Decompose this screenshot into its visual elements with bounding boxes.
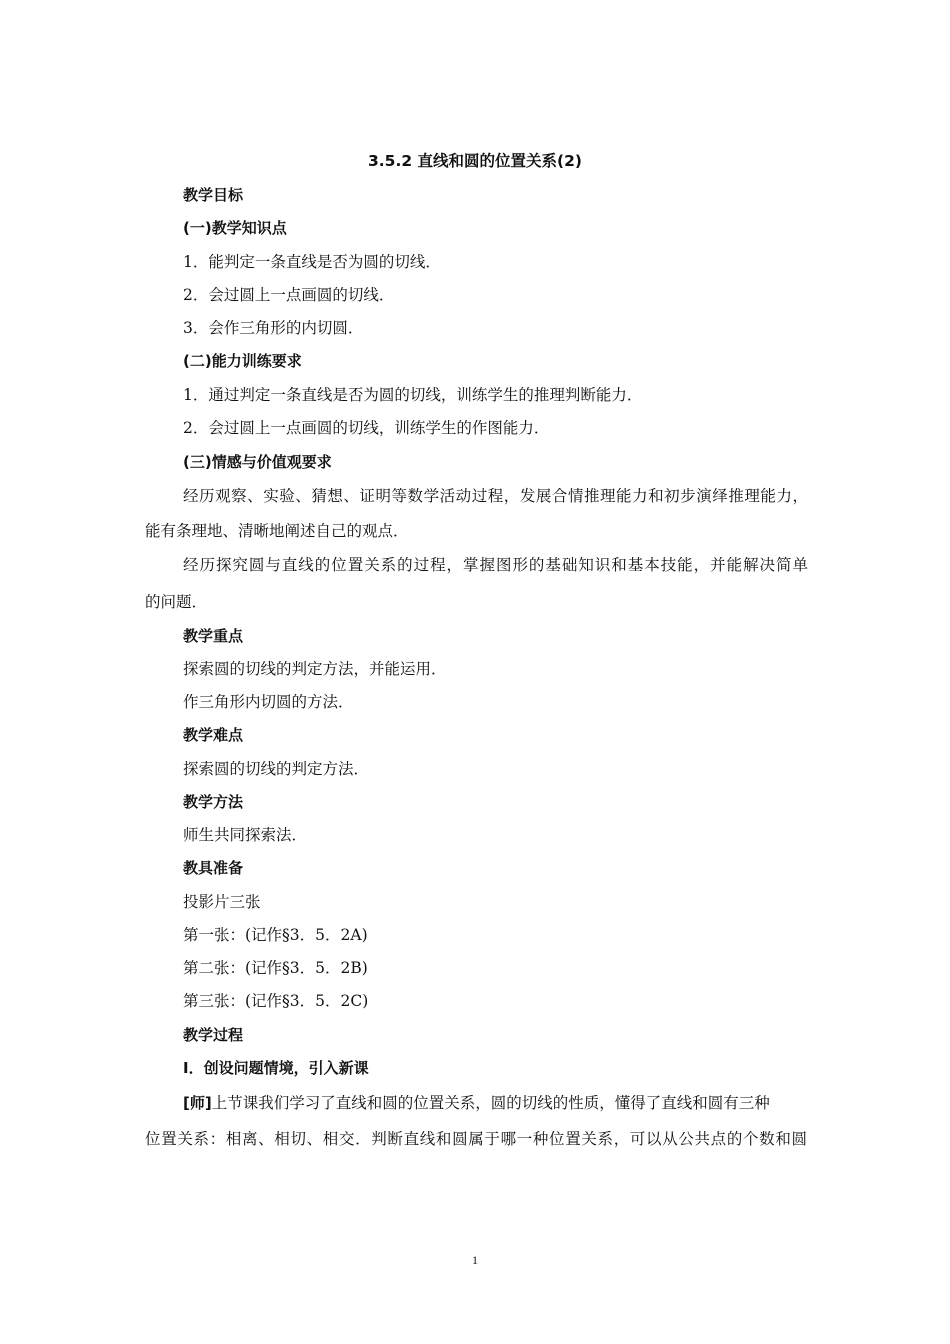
paragraph-line: 经历探究圆与直线的位置关系的过程，掌握图形的基础知识和基本技能，并能解决简单 [183,556,808,574]
heading-teaching-process: 教学过程 [183,1026,244,1044]
list-item: 投影片三张 [183,893,261,911]
heading-key-points: 教学重点 [183,627,244,645]
heading-teaching-aids: 教具准备 [183,859,244,877]
heading-difficulties: 教学难点 [183,726,244,744]
document-title: 3.5.2 直线和圆的位置关系(2) [368,152,582,170]
paragraph-line: 能有条理地、清晰地阐述自己的观点． [145,522,409,540]
paragraph-line: 的问题． [145,593,208,611]
heading-teaching-goals: 教学目标 [183,186,244,204]
heading-methods: 教学方法 [183,793,244,811]
list-item: 作三角形内切圆的方法． [183,693,354,711]
list-item: 1．通过判定一条直线是否为圆的切线，训练学生的推理判断能力． [183,386,643,404]
heading-emotion-values: (三)情感与价值观要求 [183,453,332,471]
paragraph-line [183,1093,808,1113]
list-item: 2．会过圆上一点画圆的切线． [183,286,395,304]
list-item: 3．会作三角形的内切圆． [183,319,364,337]
list-item: 探索圆的切线的判定方法． [183,760,370,778]
heading-ability-training: (二)能力训练要求 [183,352,302,370]
list-item: 探索圆的切线的判定方法，并能运用． [183,660,447,678]
list-item: 第三张：(记作§3．5．2C) [183,992,369,1010]
heading-section-one: Ⅰ．创设问题情境，引入新课 [183,1059,369,1077]
paragraph-text: 上节课我们学习了直线和圆的位置关系，圆的切线的性质，懂得了直线和圆有三种 [211,1094,770,1112]
list-item: 第二张：(记作§3．5．2B) [183,959,368,977]
speaker-tag: [师] [183,1094,212,1112]
heading-knowledge-points: (一)教学知识点 [183,219,287,237]
list-item: 师生共同探索法． [183,826,308,844]
page-number: 1 [472,1253,478,1267]
list-item: 第一张：(记作§3．5．2A) [183,926,368,944]
list-item: 2．会过圆上一点画圆的切线，训练学生的作图能力． [183,419,550,437]
paragraph-line: 经历观察、实验、猜想、证明等数学活动过程，发展合情推理能力和初步演绎推理能力， [183,487,808,505]
paragraph-line: 位置关系：相离、相切、相交．判断直线和圆属于哪一种位置关系，可以从公共点的个数和圆 [145,1130,807,1148]
list-item: 1．能判定一条直线是否为圆的切线． [183,253,441,271]
